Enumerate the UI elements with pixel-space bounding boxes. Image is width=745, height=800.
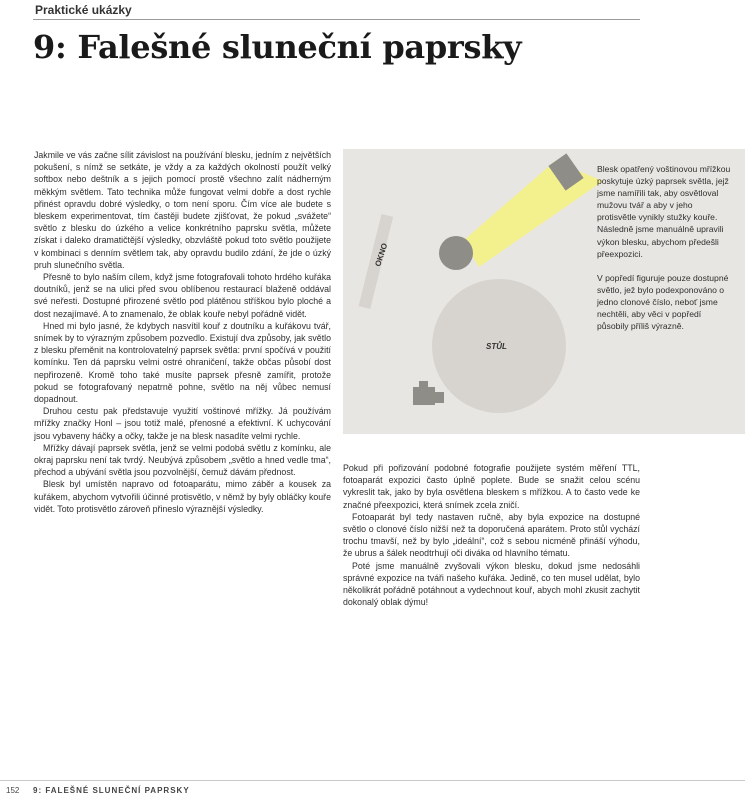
paragraph: Blesk byl umístěn napravo od fotoaparátu, mimo záběr a kousek za kuřákem, abychom vytvořili účinné protisvětlo, v němž by byly obláčky kouře vidět. Toto protisvětlo zároveň přineslo výraznější výsledky. (34, 479, 331, 514)
paragraph: Druhou cestu pak představuje využití voštinové mřížky. Já používám mřížky značky Honl – jsou totiž malé, přenosné a efektivní. K uchycování jsou vybaveny háčky a očky, takže je na blesk nasadíte velmi rychle. (34, 406, 331, 441)
body-column-left (34, 149, 331, 515)
top-rule (33, 19, 640, 20)
paragraph: Přesně to bylo naším cílem, když jsme fotografovali tohoto hrdého kuřáka doutníků, jenž se na ulici před svou oblíbenou restaurací blaženě oddával své neřesti. Dostupné přirozené světlo pod plátěnou stříškou bylo ploché a dost nezajímavé. A to znamenalo, že oblak kouře nebyl pořádně vidět. (34, 272, 331, 319)
paragraph: Mřížky dávají paprsek světla, jenž se velmi podobá světlu z komínku, ale okraj paprsku není tak tvrdý. Neubývá způsobem „světlo a hned vedle tma“, přechod a ubývání světla jsou pozvolnější, čemuž dávám přednost. (34, 442, 331, 478)
lighting-diagram-figure (343, 149, 745, 434)
paragraph: Hned mi bylo jasné, že kdybych nasvítil kouř z doutníku a kuřákovu tvář, snímek by to výrazným způsobem pozvedlo. Existují dva způsoby, jak světlo z blesku přeměnit na kontrolovatelný paprsek světla: první spočívá v použití komínku. Ten dá paprsku velmi ostré ohraničení, takže občas působí dost nepřirozeně. Kromě toho také musíte paprsek přesně zamířit, protože pokud se fotografovaný nepatrně pohne, světlo na něj vůbec nemusí dopadnout. (34, 320, 331, 405)
paragraph: Pokud při pořizování podobné fotografie použijete systém měření TTL, fotoaparát expozici často úplně poplete. Bude se snažit celou scénu vykreslit tak, jako by byla osvětlena bleskem s mřížkou. A to často vede ke značné přeexpozici, která snímek zcela zničí. (343, 463, 640, 510)
caption-paragraph: Blesk opatřený voštinovou mřížkou poskytuje úzký paprsek světla, jejž jsme namířili tak, aby osvětloval mužovu tvář a aby v jeho protisvětle vynikly stužky kouře. Následně jsme manuálně upravili výkon blesku, abychom předešli přeexpozici. (597, 164, 731, 259)
page-title: 9: Falešné sluneční paprsky (33, 28, 522, 66)
subject-circle (439, 236, 473, 270)
running-head: 9: FALEŠNÉ SLUNEČNÍ PAPRSKY (33, 786, 190, 795)
figure-caption (597, 163, 732, 344)
lighting-diagram (343, 149, 603, 434)
footer-rule (0, 780, 745, 781)
paragraph: Jakmile ve vás začne sílit závislost na používání blesku, jedním z největších pokušení, s nímž se setkáte, je vždy a za každých okolností použít velký softbox nebo deštník a s jejich pomocí prostě všechno zalít nádherným měkkým světlem. Tato technika může fungovat velmi dobře a dost rychle přinést opravdu dobré výsledky, o tom není sporu. Čím více ale budete s bleskem experimentovat, tím častěji budete zjišťovat, že pokud „svážete“ světlo z blesku do úzkého a velice konkrétního paprsku světla, můžete získat i daleko dramatičtější výsledky, obzvláště pokud toto světlo použijete v kombinaci s denním světlem tak, aby opravdu budilo zdání, že jde o úzký pruh slunečního světla. (34, 150, 331, 270)
caption-paragraph: V popředí figuruje pouze dostupné světlo, jež bylo podexponováno o jedno clonové číslo, neboť jsme nechtěli, aby věci v popředí působily příliš výrazně. (597, 272, 729, 332)
window-label: OKNO (373, 242, 390, 268)
body-column-right (343, 462, 640, 608)
table-label: STŮL (486, 342, 507, 351)
camera-icon (413, 381, 444, 405)
page-number: 152 (6, 786, 20, 795)
section-label: Praktické ukázky (35, 3, 132, 17)
paragraph: Fotoaparát byl tedy nastaven ručně, aby byla expozice na dostupné světlo o clonové číslo nižší než ta doporučená aparátem. Proto stůl vychází trochu tmavší, než by bylo „ideální“, což s sebou nicméně přináší výhodu, že ubrus a šálek neodtrhují oči diváka od hlavního tématu. (343, 511, 640, 559)
paragraph: Poté jsme manuálně zvyšovali výkon blesku, dokud jsme nedosáhli správné expozice na tváři našeho kuřáka. Jedině, co ten musel udělat, bylo několikrát pořádně potáhnout a vydechnout kouř, abych mohl zkusit zachytit dokonalý oblak dýmu! (343, 560, 640, 608)
